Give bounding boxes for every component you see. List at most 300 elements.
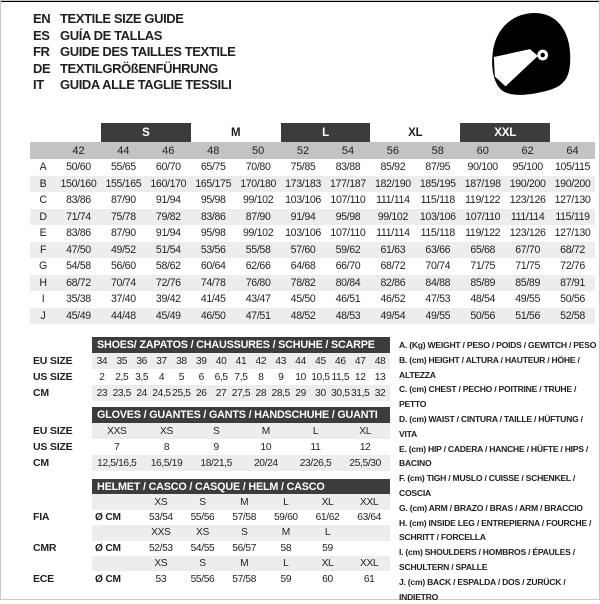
measurement-value: 190/200 (554, 177, 591, 190)
size-cell: L (324, 527, 331, 539)
measurement-value: 111/114 (510, 210, 545, 223)
size-cell: 5 (178, 371, 185, 383)
size-cell: XL (359, 425, 372, 437)
measurement-value: 51/54 (155, 243, 181, 256)
measurement-value: 80/84 (335, 276, 361, 289)
size-cell: 27,5 (231, 387, 251, 399)
measurement-value: 45/49 (155, 309, 181, 322)
size-cell: XXS (151, 527, 171, 539)
table-row-label: EU SIZE (33, 425, 73, 437)
main-size-table (30, 123, 595, 324)
measurement-row (30, 159, 595, 176)
size-cell: 12 (359, 441, 371, 453)
measurement-value: 173/183 (285, 177, 321, 190)
measurement-value: 115/119 (555, 210, 590, 223)
measurement-row (30, 176, 595, 193)
measurement-value: 59/62 (335, 243, 361, 256)
measurement-value: 99/102 (377, 210, 409, 223)
measurement-value: 82/86 (380, 276, 406, 289)
row-letter: J (40, 309, 46, 322)
language-code: ES (33, 27, 50, 43)
legend-item: G. (cm) ARM / BRAZO / BRAS / ARM / BRACCIO (399, 502, 583, 513)
size-cell: 23,5 (112, 387, 131, 399)
measurement-value: 85/89 (470, 276, 496, 289)
measurement-value: 115/118 (420, 227, 455, 240)
table-row-cells (92, 494, 390, 509)
helmet-table-title: HELMET / CASCO / CASQUE / HELM / CASCO (92, 479, 390, 494)
size-cell: 34 (96, 355, 108, 367)
measurement-value: 47/50 (66, 243, 91, 256)
size-cell: 12 (354, 371, 366, 383)
size-cell: 26 (195, 387, 207, 399)
gloves-table-title: GLOVES / GUANTES / GANTS / HANDSCHUHE / GUANTI (92, 407, 390, 423)
size-column-header: 64 (566, 144, 579, 157)
size-cell: XXS (107, 425, 127, 437)
size-column-header: 56 (386, 144, 399, 157)
measurement-value: 44/48 (110, 309, 136, 322)
measurement-value: 50/60 (66, 161, 91, 174)
table-row-cells (92, 455, 390, 471)
measurement-value: 87/95 (425, 161, 451, 174)
measurement-value: 60/64 (200, 260, 226, 273)
size-cell: M (240, 496, 249, 508)
size-group-header: XL (408, 126, 423, 139)
measurement-value: 150/160 (60, 177, 97, 190)
size-cell: L (283, 496, 289, 508)
size-cell: 45 (315, 355, 326, 367)
measurement-row (30, 308, 595, 325)
racing-helmet-icon (486, 8, 574, 106)
helmet-table (33, 479, 390, 587)
measurement-value: 83/86 (200, 210, 226, 223)
size-cell: 7,5 (234, 371, 248, 383)
language-title: GUÍA DE TALLAS (60, 27, 163, 43)
size-cell: 24,5 (152, 387, 171, 399)
size-cell: XXL (360, 496, 379, 508)
size-cell: 16,5/19 (150, 457, 183, 469)
measurement-value: 39/42 (155, 293, 181, 306)
legend-item: B. (cm) HEIGHT / ALTURA / HAUTEUR / HÖHE / ALTEZZA (399, 354, 580, 380)
table-row-cells (92, 439, 390, 455)
size-cell: 9 (213, 441, 219, 453)
measurement-value: 55/65 (110, 161, 136, 174)
measurement-value: 107/110 (330, 194, 366, 207)
row-letter: E (39, 227, 47, 240)
measurement-value: 48/53 (335, 309, 361, 322)
size-cell: 27 (215, 387, 227, 399)
size-cell: 55/56 (190, 511, 215, 523)
measurement-value: 60/70 (155, 161, 181, 174)
measurement-value: 111/114 (376, 194, 410, 207)
row-letter: A (39, 161, 47, 174)
measurement-value: 70/74 (425, 260, 451, 273)
legend-item: I. (cm) SHOULDERS / HOMBROS / ÉPAULES / SCHULTERN / SPALLE (399, 547, 575, 572)
size-cell: 30,5 (331, 387, 350, 399)
language-title-row (33, 44, 235, 61)
measurement-value: 91/94 (155, 194, 181, 207)
size-cell: 42 (255, 355, 267, 367)
measurement-value: 67/70 (515, 243, 540, 256)
size-cell: 57/58 (232, 573, 257, 585)
size-cell: 2,5 (115, 371, 129, 383)
size-cell: 59 (322, 542, 333, 554)
measurement-value: 107/110 (465, 210, 501, 223)
table-row-label: US SIZE (33, 441, 73, 453)
table-row-cells (92, 353, 390, 369)
measurement-value: 115/118 (420, 194, 455, 207)
size-cell: S (199, 558, 206, 570)
size-cell: XS (160, 425, 173, 437)
measurement-value: 64/68 (290, 260, 316, 273)
measurement-value: 58/62 (155, 260, 181, 273)
size-cell: 60 (322, 573, 333, 585)
measurement-value: 185/195 (419, 177, 456, 190)
shoes-table (33, 337, 390, 401)
measurement-row (30, 258, 595, 275)
measurement-value: 95/98 (200, 227, 226, 240)
size-cell: 8 (258, 371, 264, 383)
size-cell: XS (154, 558, 168, 570)
measurement-value: 95/98 (335, 210, 361, 223)
size-cell: 47 (354, 355, 366, 367)
measurement-value: 107/110 (330, 227, 366, 240)
size-cell: 9 (278, 371, 284, 383)
language-code: FR (33, 44, 50, 59)
language-title-row (33, 28, 235, 45)
measurement-value: 49/55 (425, 309, 451, 322)
measurement-value: 47/51 (245, 309, 271, 322)
measurement-value: 45/50 (290, 293, 316, 306)
measurement-value: 99/102 (242, 194, 274, 207)
measurement-value: 49/54 (380, 309, 406, 322)
size-column-header: 50 (251, 144, 265, 157)
size-cell: 39 (195, 355, 207, 367)
size-column-header: 54 (341, 144, 355, 157)
size-cell: 3,5 (135, 371, 149, 383)
measurement-value: 83/88 (335, 161, 361, 174)
measurement-value: 190/200 (509, 177, 546, 190)
language-title: GUIDA ALLE TAGLIE TESSILI (60, 77, 232, 92)
legend-item: F. (cm) TIGH / MUSLO / CUISSE / SCHENKEL / COSCIA (399, 473, 576, 498)
size-cell: 61 (363, 573, 375, 585)
size-cell: 46 (335, 355, 346, 367)
measurement-value: 63/66 (425, 243, 451, 256)
size-cell: 63/64 (357, 511, 382, 523)
size-cell: 35 (116, 355, 128, 367)
row-letter: C (39, 194, 47, 207)
row-letter: D (39, 210, 47, 223)
measurement-value: 91/94 (155, 227, 181, 240)
legend-item: A. (Kg) WEIGHT / PESO / POIDS / GEWITCH / PESO (399, 340, 597, 350)
measurement-value: 45/49 (66, 309, 91, 322)
measurement-value: 53/56 (200, 243, 226, 256)
measurement-value: 55/58 (245, 243, 271, 256)
size-cell: 44 (295, 355, 306, 367)
measurement-value: 90/100 (467, 161, 498, 174)
measurement-value: 68/72 (380, 260, 406, 273)
size-cell: L (312, 425, 319, 437)
size-cell: 53/54 (148, 511, 173, 523)
size-cell: 10 (295, 371, 306, 383)
measurement-row (30, 291, 595, 308)
size-cell: 54/55 (190, 542, 215, 554)
table-row-cells (92, 541, 390, 556)
size-cell: 61/62 (315, 511, 340, 523)
measurement-value: 74/78 (200, 276, 226, 289)
size-group-header: L (281, 123, 371, 142)
measurement-value: 103/106 (285, 194, 321, 207)
size-cell: 23/26,5 (299, 457, 332, 469)
size-column-header: 62 (521, 144, 534, 157)
measurement-value: 49/55 (515, 293, 540, 306)
size-cell: L (283, 558, 289, 570)
table-row-label: FIA (33, 511, 50, 524)
size-cell: 12,5/16,5 (97, 457, 137, 469)
legend-item: J. (cm) BACK / ESPALDA / DOS / ZURÜCK / INDIETRO (399, 576, 566, 602)
size-cell: 25,5/30 (349, 457, 381, 469)
measurement-value: 83/86 (66, 227, 91, 240)
measurement-value: 105/115 (555, 161, 591, 174)
size-column-header: 52 (296, 144, 310, 157)
size-cell: 6,5 (214, 371, 228, 383)
measurement-value: 50/56 (560, 293, 585, 306)
row-letter: B (39, 177, 47, 190)
measurement-value: 62/66 (245, 260, 271, 273)
measurement-value: 177/187 (330, 177, 366, 190)
size-cell: 30 (315, 387, 326, 399)
table-row-cells (92, 369, 390, 385)
measurement-value: 79/82 (155, 210, 181, 223)
measurement-value: 48/52 (290, 309, 316, 322)
measurement-value: 71/75 (515, 260, 540, 273)
diameter-unit-label: Ø CM (95, 573, 121, 585)
table-row-label (33, 494, 92, 509)
table-row-cells (92, 510, 390, 525)
size-cell: 10 (260, 441, 272, 453)
language-title-row (33, 77, 235, 94)
measurement-row (30, 275, 595, 292)
measurement-value: 95/98 (200, 194, 226, 207)
size-cell: 48 (374, 355, 386, 367)
size-column-header: 48 (207, 144, 220, 157)
measurement-row (30, 209, 595, 226)
top-rule (0, 0, 600, 2)
size-cell: 59 (280, 573, 292, 585)
size-cell: 8 (163, 441, 170, 453)
measurement-value: 87/90 (110, 194, 136, 207)
measurement-row (30, 225, 595, 242)
size-cell: 43 (275, 355, 287, 367)
size-cell: 10,5 (311, 371, 330, 383)
measurement-value: 84/88 (425, 276, 451, 289)
table-row-cells (92, 556, 390, 571)
diameter-unit-label: Ø CM (95, 511, 121, 523)
size-cell: S (240, 527, 248, 539)
size-cell: 29 (295, 387, 306, 399)
measurement-value: 76/80 (245, 276, 271, 289)
size-cell: 38 (176, 355, 187, 367)
size-group-spacer (550, 123, 595, 142)
row-letter: G (39, 260, 47, 273)
size-cell: M (281, 527, 290, 539)
measurement-value: 165/175 (195, 177, 232, 190)
measurement-value: 95/100 (512, 161, 543, 174)
measurement-value: 75/85 (290, 161, 316, 174)
size-cell: XXL (360, 558, 379, 570)
size-column-header: 58 (431, 144, 444, 157)
size-group-header: S (101, 123, 191, 142)
measurement-value: 49/52 (110, 243, 136, 256)
measurement-value: 43/47 (245, 293, 271, 306)
measurement-value: 119/122 (465, 194, 501, 207)
measurement-value: 70/74 (110, 276, 136, 289)
measurement-value: 35/38 (66, 293, 91, 306)
measurement-value: 51/56 (515, 309, 540, 322)
size-group-row (30, 123, 595, 142)
measurement-value: 47/53 (425, 293, 451, 306)
measurement-value: 187/198 (464, 177, 501, 190)
language-code: EN (33, 11, 51, 26)
size-group-header: M (230, 126, 241, 139)
measurement-value: 83/86 (66, 194, 91, 207)
gloves-table (33, 407, 390, 471)
measurement-value: 61/63 (380, 243, 406, 256)
language-title: GUIDE DES TAILLES TEXTILE (60, 44, 236, 59)
measurement-value: 66/70 (335, 260, 361, 273)
measurement-value: 72/76 (155, 276, 181, 289)
shoes-table-title: SHOES/ ZAPATOS / CHAUSSURES / SCHUHE / SCARPE (92, 337, 390, 353)
measurement-value: 68/72 (560, 243, 585, 256)
legend-item: E. (cm) HIP / CADERA / HANCHE / HÜFTE / HIPS / BACINO (399, 443, 589, 469)
measurement-value: 65/75 (200, 161, 226, 174)
table-row-label: ECE (33, 573, 54, 586)
size-cell: 37 (156, 355, 167, 367)
measurement-value: 87/90 (110, 227, 136, 240)
measurement-value: 70/80 (245, 161, 271, 174)
legend-item: H. (cm) INSIDE LEG / ENTREPIERNA / FOURCHE / SCHRITT / FORCELLA (399, 517, 592, 543)
size-cell: 56/57 (232, 542, 257, 554)
measurement-value: 72/76 (560, 260, 585, 273)
size-group-spacer (30, 123, 101, 142)
measurement-value: 71/74 (66, 210, 91, 223)
language-title-row (33, 61, 235, 78)
measurement-value: 78/82 (290, 276, 316, 289)
measurement-row (30, 242, 595, 259)
measurement-value: 68/72 (66, 276, 91, 289)
table-row-cells (92, 385, 390, 401)
legend-item: D. (cm) WAIST / CINTURA / TAILLE / HÜFTUNG / VITA (399, 413, 583, 439)
measurement-value: 91/94 (290, 210, 316, 223)
measurement-value: 41/45 (200, 293, 226, 306)
measurement-value: 71/75 (470, 260, 496, 273)
measurement-value: 123/126 (509, 227, 546, 240)
table-row-label: CM (33, 457, 49, 469)
measurement-value: 182/190 (374, 177, 411, 190)
table-row-label: EU SIZE (33, 355, 73, 367)
table-row-cells (92, 525, 390, 540)
size-cell: 40 (215, 355, 227, 367)
size-cell: 28,5 (271, 387, 290, 399)
size-cell: M (261, 425, 270, 437)
size-cell: 11,5 (331, 371, 350, 383)
table-row-label: US SIZE (33, 371, 73, 383)
size-cell: XL (321, 496, 334, 508)
measurement-value: 46/50 (200, 309, 226, 322)
size-cell: 18/21,5 (200, 457, 232, 469)
size-cell: 20/24 (253, 457, 278, 469)
measurement-legend (399, 338, 599, 604)
measurement-value: 85/89 (515, 276, 540, 289)
size-cell: 31,5 (350, 387, 370, 399)
size-cell: M (240, 558, 249, 570)
language-titles (33, 11, 235, 94)
size-cell: 36 (136, 355, 147, 367)
size-cell: S (212, 425, 220, 437)
table-row-cells (92, 571, 390, 586)
size-cell: 4 (158, 371, 165, 383)
measurement-value: 46/51 (335, 293, 361, 306)
measurement-value: 123/126 (509, 194, 546, 207)
measurement-value: 52/58 (560, 309, 585, 322)
measurement-value: 54/58 (66, 260, 91, 273)
measurement-value: 57/60 (290, 243, 316, 256)
measurement-value: 127/130 (554, 194, 591, 207)
size-column-header: 46 (162, 144, 175, 157)
measurement-value: 87/91 (560, 276, 585, 289)
table-row-label: CM (33, 387, 49, 399)
size-cell: 57/58 (232, 511, 257, 523)
measurement-value: 119/122 (465, 227, 501, 240)
measurement-value: 56/60 (110, 260, 136, 273)
size-cell: XL (321, 558, 334, 570)
size-cell: 13 (374, 371, 386, 383)
measurement-value: 50/56 (470, 309, 496, 322)
size-header-row (30, 142, 595, 159)
language-code: DE (33, 60, 51, 76)
measurement-value: 65/68 (470, 243, 496, 256)
measurement-value: 99/102 (242, 227, 274, 240)
size-cell: 24 (136, 387, 147, 399)
size-cell: 2 (99, 371, 105, 383)
measurement-value: 160/170 (150, 177, 187, 190)
row-letter: I (41, 293, 45, 306)
size-column-header: 44 (117, 144, 130, 157)
size-cell: 52/53 (148, 542, 173, 554)
measurement-value: 127/130 (554, 227, 591, 240)
measurement-value: 111/114 (376, 227, 410, 240)
size-cell: XS (196, 527, 209, 539)
size-group-header: XXL (460, 123, 550, 142)
size-cell: 32 (374, 387, 386, 399)
size-column-header: 60 (476, 144, 489, 157)
measurement-value: 75/78 (110, 210, 136, 223)
measurement-value: 170/180 (240, 177, 277, 190)
size-cell: 53 (155, 573, 167, 585)
measurement-value: 85/92 (380, 161, 406, 174)
size-cell: 28 (255, 387, 267, 399)
size-cell: 6 (198, 371, 204, 383)
table-row-label (33, 525, 92, 540)
size-cell: 11 (310, 441, 321, 453)
size-cell: 59/60 (273, 511, 298, 523)
measurement-row (30, 192, 595, 209)
size-cell: 58 (280, 542, 292, 554)
measurement-value: 87/90 (245, 210, 271, 223)
size-cell: 7 (114, 441, 120, 453)
diameter-unit-label: Ø CM (95, 542, 121, 554)
measurement-value: 103/106 (419, 210, 456, 223)
size-cell: XS (154, 496, 168, 508)
